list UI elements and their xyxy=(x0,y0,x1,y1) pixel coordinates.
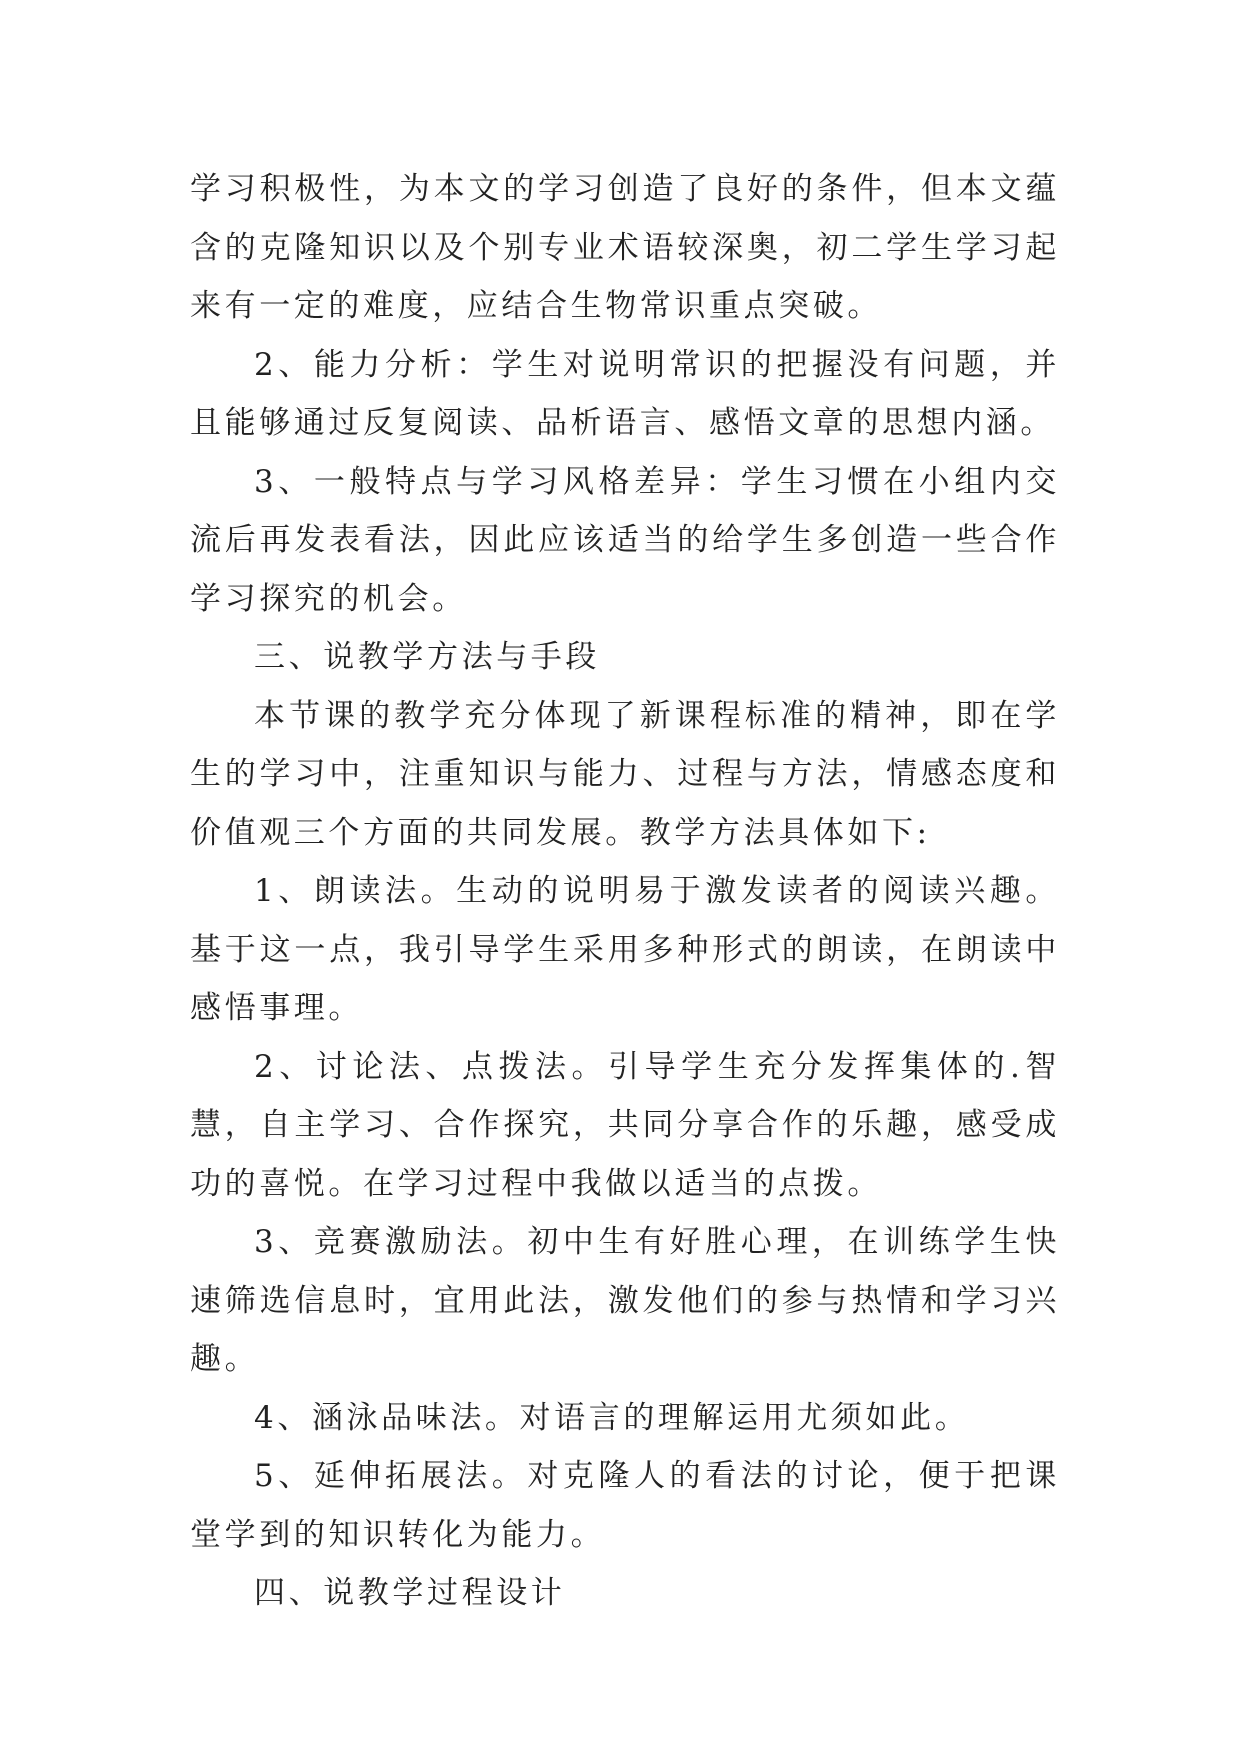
paragraph-method-savoring: 4、涵泳品味法。对语言的理解运用尤须如此。 xyxy=(254,1399,970,1436)
paragraph-continuation: 学习积极性，为本文的学习创造了良好的条件，但本文蕴含的克隆知识以及个别专业术语较深奥，初二学生学习起来有一定的难度，应结合生物常识重点突破。 xyxy=(190,171,1060,324)
paragraph-method-competition: 3、竞赛激励法。初中生有好胜心理，在训练学生快速筛选信息时，宜用此法，激发他们的参与热情和学习兴趣。 xyxy=(190,1224,1060,1377)
section-heading-teaching-methods: 三、说教学方法与手段 xyxy=(254,639,600,675)
paragraph-method-discussion: 2、讨论法、点拨法。引导学生充分发挥集体的.智慧，自主学习、合作探究，共同分享合作的乐趣，感受成功的喜悦。在学习过程中我做以适当的点拨。 xyxy=(190,1048,1060,1202)
paragraph-ability-analysis: 2、能力分析：学生对说明常识的把握没有问题，并且能够通过反复阅读、品析语言、感悟文章的思想内涵。 xyxy=(190,346,1060,441)
section-heading-teaching-process: 四、说教学过程设计 xyxy=(254,1575,566,1611)
paragraph-methods-intro: 本节课的教学充分体现了新课程标准的精神，即在学生的学习中，注重知识与能力、过程与方法，情感态度和价值观三个方面的共同发展。教学方法具体如下: xyxy=(190,697,1060,851)
document-body xyxy=(190,160,1060,1623)
paragraph-method-reading: 1、朗读法。生动的说明易于激发读者的阅读兴趣。基于这一点，我引导学生采用多种形式的朗读，在朗读中感悟事理。 xyxy=(190,873,1060,1026)
paragraph-method-extension: 5、延伸拓展法。对克隆人的看法的讨论，便于把课堂学到的知识转化为能力。 xyxy=(190,1458,1060,1553)
paragraph-learning-style: 3、一般特点与学习风格差异：学生习惯在小组内交流后再发表看法，因此应该适当的给学生多创造一些合作学习探究的机会。 xyxy=(190,463,1060,617)
